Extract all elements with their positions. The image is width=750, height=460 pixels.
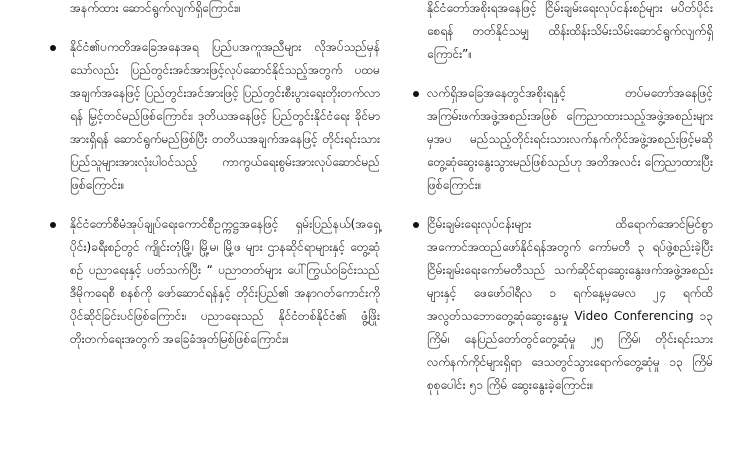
left-continuation-text: အနက်ထား ဆောင်ရွက်လျက်ရှိကြောင်း။	[70, 1, 241, 15]
bullet-icon	[413, 91, 419, 97]
left-bullet-text-1: နိုင်ငံ၏ပကတိအခြေအနေအရ ပြည်ပအကူအညီများ လိုအပ်သည်မှန်သော်လည်း ပြည်တွင်းအင်အားဖြင့်လုပ်ဆောင်နိုင်သည့်အတွက် ပထမအချက်အနေဖြင့် ပြည်တွင်းအင်အားဖြင့် ပြည်တွင်းစီးပွားရေးတိုးတက်လာရန် မြှင့်တင်မည်ဖြစ်ကြောင်း၊ ဒုတိယအနေဖြင့် ပြည်တွင်းနိုင်ငံရေး ခိုင်မာအားရှိရန် ဆောင်ရွက်မည်ဖြစ်ပြီး တတိယအချက်အနေဖြင့် တိုင်းရင်းသားပြည်သူများအားလုံးပါဝင်သည့် ကာကွယ်ရေးစွမ်းအားလုပ်ဆောင်မည်ဖြစ်ကြောင်း။	[70, 40, 380, 192]
bullet-icon	[413, 222, 419, 228]
bullet-icon	[50, 45, 56, 51]
right-bullet-item-1	[413, 82, 713, 197]
right-bullet-item-2	[413, 213, 713, 397]
right-bullet-text-2: ငြိမ်းချမ်းရေးလုပ်ငန်းများ ထိရောက်အောင်မြင်စွာ အကောင်အထည်ဖော်နိုင်ရန်အတွက် ကော်မတီ ၃ ရပ်ဖွဲ့စည်းခဲ့ပြီး ငြိမ်းချမ်းရေးကော်မတီသည် သက်ဆိုင်ရာဆွေးနွေးဖက်အဖွဲ့အစည်းများနှင့် ဖေဖော်ဝါရီလ ၁ ရက်နေ့မှမေလ ၂၄ ရက်ထိ အလွတ်သဘောတွေ့ဆုံဆွေးနွေးမှု Video Conferencing ၁၃ ကြိမ်၊ နေပြည်တော်တွင်တွေ့ဆုံမှု ၂၅ ကြိမ်၊ တိုင်းရင်းသားလက်နက်ကိုင်များရှိရာ ဒေသတွင်သွားရောက်တွေ့ဆုံမှု ၁၃ ကြိမ် စုစုပေါင်း ၅၁ ကြိမ် ဆွေးနွေးခဲ့ကြောင်း။	[427, 217, 713, 392]
right-bullet-text-1: လက်ရှိအခြေအနေတွင်အစိုးရနှင့် တပ်မတော်အနေဖြင့် အကြမ်းဖက်အဖွဲ့အစည်းအဖြစ် ကြေညာထားသည့်အဖွဲ့အစည်းများမှအပ မည်သည့်တိုင်းရင်းသားလက်နက်ကိုင်အဖွဲ့အစည်းဖြင့်မဆို တွေ့ဆုံဆွေးနွေးသွားမည်ဖြစ်သည်ဟု အတိအလင်း ကြေညာထားပြီးဖြစ်ကြောင်း။	[427, 86, 713, 192]
left-bullet-text-2: နိုင်ငံတော်စီမံအုပ်ချုပ်ရေးကောင်စီဥက္ကဋ္ဌအနေဖြင့် ရှမ်းပြည်နယ်(အရှေ့ပိုင်း)ခရီးစဉ်တွင် ကျိုင်းတုံမြို့၊ မြို့မ၊ မြို့ဖ များ ဌာနဆိုင်ရာများနှင့် တွေ့ဆုံစဉ် ပညာရေးနှင့် ပတ်သက်ပြီး “ ပညာတတ်များ ပေါ်ကြွယ်ဝခြင်းသည် ဒီမိုကရေစီ စနစ်ကို ဖော်ဆောင်ရန်နှင့် တိုင်းပြည်၏ အနာဂတ်ကောင်းကို ပိုင်ဆိုင်ခြင်းပင်ဖြစ်ကြောင်း၊ ပညာရေးသည် နိုင်ငံတစ်နိုင်ငံ၏ ဖွံ့ဖြိုးတိုးတက်ရေးအတွက် အခြေခံအုတ်မြစ်ဖြစ်ကြောင်း။	[70, 217, 380, 346]
left-bullet-item-2	[50, 213, 380, 351]
right-continuation-text: နိုင်ငံတော်အစိုးရအနေဖြင့် ငြိမ်းချမ်းရေးလုပ်ငန်းစဉ်များ မပိတ်ပိုင်းစေရန် တတ်နိုင်သမျှ ထိန်းထိန်းသိမ်းသိမ်းဆောင်ရွက်လျက်ရှိကြောင်း”။	[427, 1, 713, 61]
right-column	[413, 0, 713, 397]
bullet-icon	[50, 222, 56, 228]
left-bullet-item-1	[50, 36, 380, 197]
left-column	[50, 0, 380, 351]
